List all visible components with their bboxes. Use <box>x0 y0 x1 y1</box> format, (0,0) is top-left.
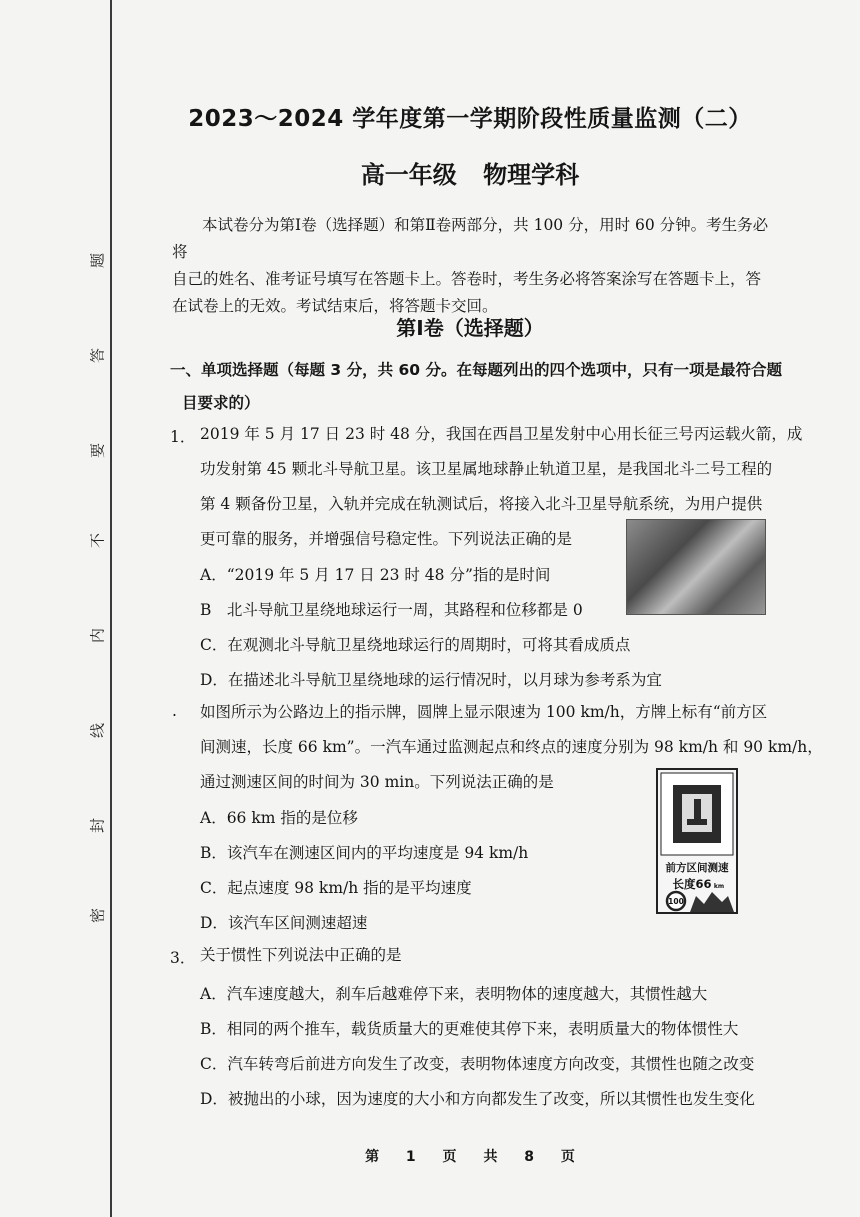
margin-char: 要 <box>88 443 107 459</box>
stem-line: 功发射第 45 颗北斗导航卫星。该卫星属地球静止轨道卫星，是我国北斗二号工程的 <box>200 460 773 478</box>
margin-char: 线 <box>88 723 107 739</box>
margin-char: 内 <box>88 628 107 644</box>
question-number: 1． <box>170 428 196 446</box>
part-heading-line: 目要求的） <box>182 394 260 412</box>
option-b: B 北斗导航卫星绕地球运行一周，其路程和位移都是 0 <box>200 601 583 619</box>
speed-limit-value: 100 <box>668 897 684 906</box>
question-number: 3． <box>170 949 196 967</box>
page-total: 共 8 页 <box>483 1149 575 1165</box>
binding-margin-line <box>110 0 112 1217</box>
section-title: 第Ⅰ卷（选择题） <box>396 316 544 340</box>
stem-line: 如图所示为公路边上的指示牌，圆牌上显示限速为 100 km/h，方牌上标有“前方区 <box>200 703 768 721</box>
option-b: B．相同的两个推车，载货质量大的更难使其停下来，表明质量大的物体惯性大 <box>200 1020 739 1038</box>
part-heading <box>170 354 782 420</box>
option-d: D．该汽车区间测速超速 <box>200 914 368 932</box>
exam-instructions <box>172 212 772 320</box>
option-a: A．汽车速度越大，刹车后越难停下来，表明物体的速度越大，其惯性越大 <box>200 985 708 1003</box>
instruction-line: 在试卷上的无效。考试结束后，将答题卡交回。 <box>172 297 498 315</box>
sign-text-unit: km <box>713 883 725 890</box>
option-a: A．“2019 年 5 月 17 日 23 时 48 分”指的是时间 <box>200 566 551 584</box>
margin-char: 题 <box>88 253 107 269</box>
option-c: C．在观测北斗导航卫星绕地球运行的周期时，可将其看成质点 <box>200 636 631 654</box>
binding-margin-warning <box>85 240 109 940</box>
stem-line: 更可靠的服务，并增强信号稳定性。下列说法正确的是 <box>200 530 573 548</box>
option-b: B．该汽车在测速区间内的平均速度是 94 km/h <box>200 844 529 862</box>
option-d: D．被抛出的小球，因为速度的大小和方向都发生了改变，所以其惯性也发生变化 <box>200 1090 755 1108</box>
exam-title: 2023～2024 学年度第一学期阶段性质量监测（二） <box>188 106 752 132</box>
stem-line: 2019 年 5 月 17 日 23 时 48 分，我国在西昌卫星发射中心用长征三号丙运载火箭，成 <box>200 425 803 443</box>
instruction-line: 自己的姓名、准考证号填写在答题卡上。答卷时，考生务必将答案涂写在答题卡上，答 <box>172 270 762 288</box>
margin-char: 答 <box>88 348 107 364</box>
satellite-photo <box>626 519 766 615</box>
exam-subtitle: 高一年级 物理学科 <box>360 161 580 189</box>
sign-text-line2: 长度66 <box>672 877 712 891</box>
part-heading-line: 一、单项选择题（每题 3 分，共 60 分。在每题列出的四个选项中，只有一项是最符合题 <box>170 361 782 379</box>
margin-char: 封 <box>88 818 107 834</box>
page-footer <box>150 1146 790 1166</box>
camera-icon-body <box>694 799 701 819</box>
stem-line: 通过测速区间的时间为 30 min。下列说法正确的是 <box>200 773 554 791</box>
option-c: C．汽车转弯后前进方向发生了改变，表明物体速度方向改变，其惯性也随之改变 <box>200 1055 755 1073</box>
margin-char: 密 <box>88 908 107 924</box>
instruction-line: 本试卷分为第Ⅰ卷（选择题）和第Ⅱ卷两部分，共 100 分，用时 60 分钟。考生务必将 <box>172 216 769 261</box>
option-c: C．起点速度 98 km/h 指的是平均速度 <box>200 879 472 897</box>
question-3-stem: 关于惯性下列说法中正确的是 <box>200 946 402 964</box>
camera-icon-base <box>687 819 707 825</box>
option-a: A．66 km 指的是位移 <box>200 809 358 827</box>
sign-text-line1: 前方区间测速 <box>665 862 729 874</box>
stem-line: 第 4 颗备份卫星，入轨并完成在轨测试后，将接入北斗卫星导航系统，为用户提供 <box>200 495 763 513</box>
margin-char: 不 <box>88 533 107 549</box>
option-d: D．在描述北斗导航卫星绕地球的运行情况时，以月球为参考系为宜 <box>200 671 662 689</box>
speed-section-sign <box>656 768 738 914</box>
question-number: . <box>172 702 177 720</box>
stem-line: 间测速，长度 66 km”。一汽车通过监测起点和终点的速度分别为 98 km/h 和 90 km/h， <box>200 738 823 756</box>
page-number: 第 1 页 <box>365 1149 457 1165</box>
